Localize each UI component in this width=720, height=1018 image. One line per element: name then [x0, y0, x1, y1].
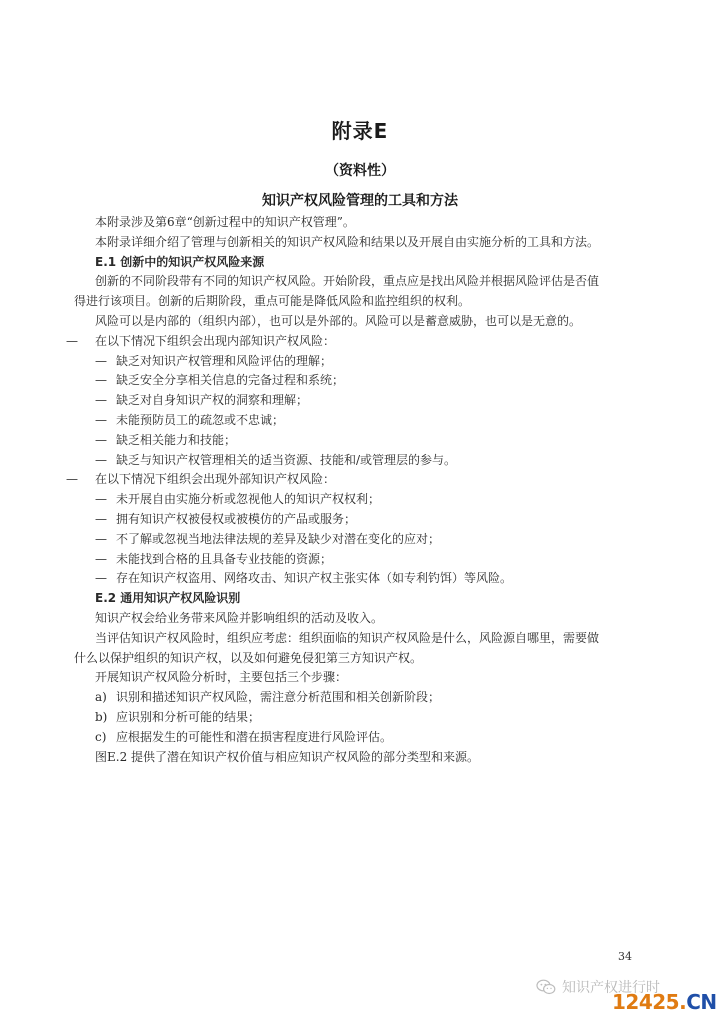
intro-paragraph: 本附录详细介绍了管理与创新相关的知识产权风险和结果以及开展自由实施分析的工具和方法。: [95, 234, 600, 249]
list-item: [74, 569, 654, 589]
list-item: [74, 391, 654, 411]
list-item-text: 在以下情况下组织会出现外部知识产权风险：: [95, 472, 336, 487]
appendix-subtitle: （资料性）: [325, 163, 395, 179]
dash-marker: —: [95, 571, 107, 586]
list-item: [74, 530, 654, 550]
list-item: [74, 451, 654, 471]
dash-marker: —: [95, 353, 107, 368]
dash-marker: —: [95, 412, 107, 427]
list-item-text: 缺乏安全分享相关信息的完备过程和系统；: [116, 373, 345, 388]
paragraph-line: 创新的不同阶段带有不同的知识产权风险。开始阶段，重点应是找出风险并根据风险评估是否值: [95, 274, 600, 289]
step-item: [74, 728, 654, 748]
step-item: [74, 688, 654, 708]
list-item-text: 未能找到合格的且具备专业技能的资源；: [116, 551, 333, 566]
section-heading-e1: E.1 创新中的知识产权风险来源: [95, 254, 265, 269]
list-item-text: 拥有知识产权被侵权或被模仿的产品或服务；: [116, 511, 357, 526]
list-item: [66, 470, 654, 490]
list-item-text: 未能预防员工的疏忽或不忠诚；: [116, 412, 285, 427]
list-item: [74, 411, 654, 431]
dash-marker: —: [95, 492, 107, 507]
dash-marker: —: [66, 333, 78, 348]
site-logo-number: 12425: [612, 990, 680, 1014]
paragraph-line: 图E.2 提供了潜在知识产权价值与相应知识产权风险的部分类型和来源。: [95, 749, 480, 764]
list-item-text: 缺乏对自身知识产权的洞察和理解；: [116, 393, 309, 408]
list-item-text: 缺乏对知识产权管理和风险评估的理解；: [116, 353, 333, 368]
step-item: [74, 708, 654, 728]
dash-marker: —: [66, 472, 78, 487]
list-item: [74, 490, 654, 510]
document-body: [66, 213, 654, 767]
step-marker: b): [95, 709, 108, 724]
list-item: [66, 332, 654, 352]
site-logo: [612, 990, 717, 1014]
section-heading-e2: E.2 通用知识产权风险识别: [95, 591, 241, 606]
site-logo-tld: CN: [686, 990, 717, 1014]
step-text: 应根据发生的可能性和潜在损害程度进行风险评估。: [116, 729, 393, 744]
watermark-text: 知识产权进行时: [562, 980, 660, 996]
list-item-text: 缺乏与知识产权管理相关的适当资源、技能和/或管理层的参与。: [116, 452, 457, 467]
paragraph-line: 当评估知识产权风险时，组织应考虑：组织面临的知识产权风险是什么，风险源自哪里，需要做: [95, 630, 600, 645]
dash-marker: —: [95, 531, 107, 546]
step-text: 识别和描述知识产权风险，需注意分析范围和相关创新阶段；: [116, 690, 441, 705]
dash-marker: —: [95, 393, 107, 408]
step-marker: a): [95, 690, 107, 705]
list-item-text: 未开展自由实施分析或忽视他人的知识产权权利；: [116, 492, 381, 507]
dash-marker: —: [95, 551, 107, 566]
dash-marker: —: [95, 373, 107, 388]
appendix-title: 附录E: [331, 119, 389, 143]
paragraph-line: 开展知识产权风险分析时，主要包括三个步骤：: [95, 670, 348, 685]
list-item-text: 缺乏相关能力和技能；: [116, 432, 237, 447]
intro-paragraph: 本附录涉及第6章“创新过程中的知识产权管理”。: [95, 215, 355, 229]
paragraph-line: 风险可以是内部的（组织内部），也可以是外部的。风险可以是蓄意威胁，也可以是无意的。: [95, 313, 582, 328]
dash-marker: —: [95, 432, 107, 447]
list-item-text: 存在知识产权盗用、网络攻击、知识产权主张实体（如专利钓饵）等风险。: [116, 571, 513, 586]
page-number: 34: [618, 950, 632, 963]
paragraph-line: 什么以保护组织的知识产权，以及如何避免侵犯第三方知识产权。: [74, 650, 423, 665]
dash-marker: —: [95, 511, 107, 526]
list-item: [74, 371, 654, 391]
dash-marker: —: [95, 452, 107, 467]
paragraph-line: 得进行该项目。创新的后期阶段，重点可能是降低风险和监控组织的权利。: [74, 294, 471, 309]
list-item: [74, 352, 654, 372]
list-item: [74, 550, 654, 570]
list-item: [74, 431, 654, 451]
paragraph-line: 知识产权会给业务带来风险并影响组织的活动及收入。: [95, 610, 384, 625]
list-item-text: 不了解或忽视当地法律法规的差异及缺少对潜在变化的应对；: [116, 531, 441, 546]
list-item-text: 在以下情况下组织会出现内部知识产权风险：: [95, 333, 336, 348]
wechat-icon: [536, 979, 556, 995]
site-logo-dot: .: [679, 990, 687, 1014]
list-item: [74, 510, 654, 530]
appendix-heading: 知识产权风险管理的工具和方法: [262, 193, 458, 209]
step-marker: c): [95, 729, 107, 744]
step-text: 应识别和分析可能的结果；: [116, 709, 261, 724]
